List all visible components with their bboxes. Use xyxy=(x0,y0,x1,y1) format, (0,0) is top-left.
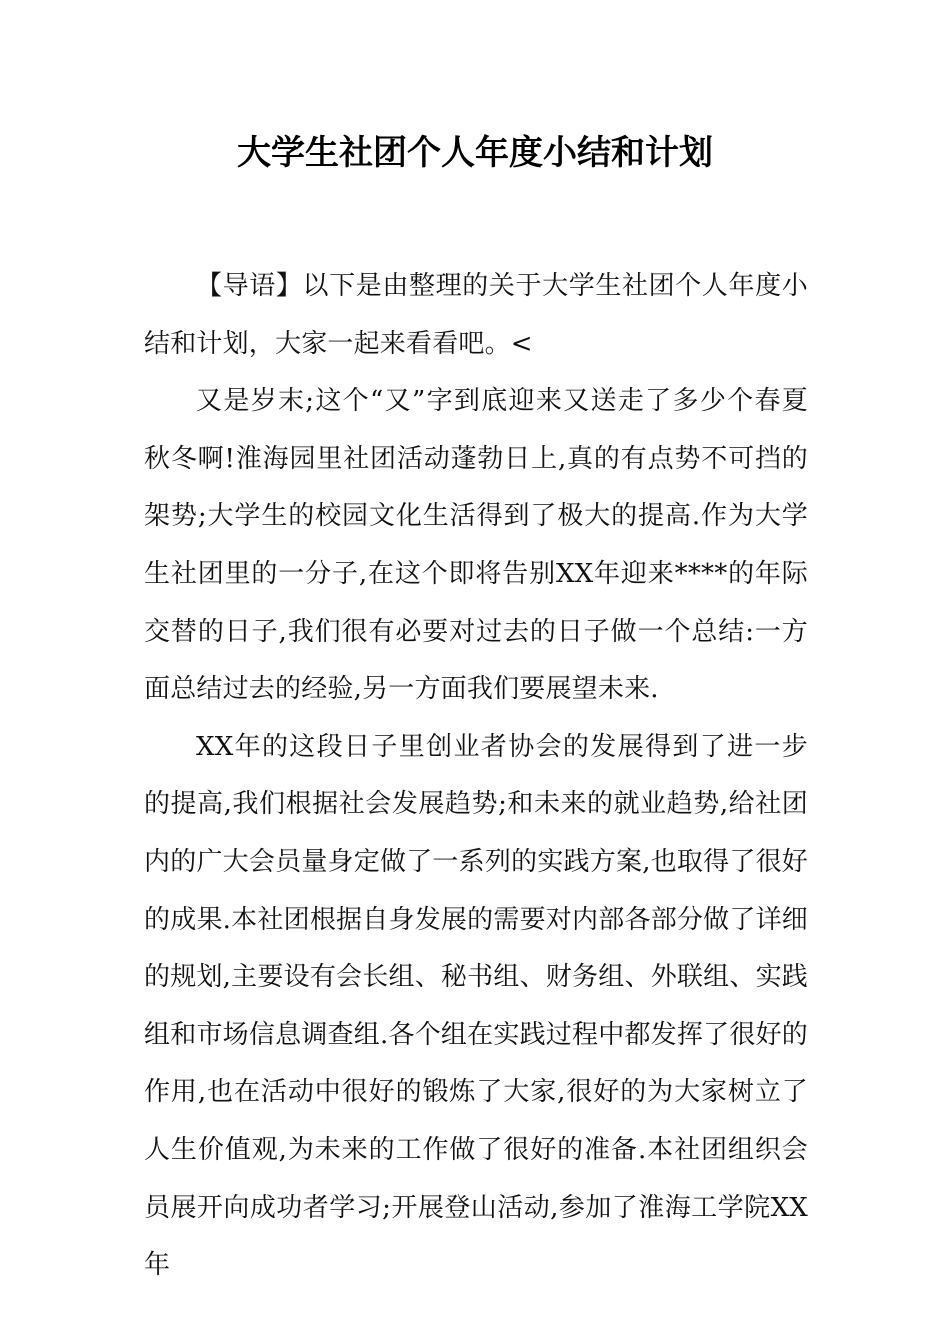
paragraph-development: XX年的这段日子里创业者协会的发展得到了进一步的提高,我们根据社会发展趋势;和未来的就业趋势,给社团内的广大会员量身定做了一系列的实践方案,也取得了很好的成果.本社团根据自身发展的需要对内部各部分做了详细的规划,主要设有会长组、秘书组、财务组、外联组、实践组和市场信息调查组.各个组在实践过程中都发挥了很好的作用,也在活动中很好的锻炼了大家,很好的为大家树立了人生价值观,为未来的工作做了很好的准备.本社团组织会员展开向成功者学习;开展登山活动,参加了淮海工学院XX年 xyxy=(144,731,808,1281)
paragraph-year-end: 又是岁末;这个“又”字到底迎来又送走了多少个春夏秋冬啊!淮海园里社团活动蓬勃日上,真的有点势不可挡的架势;大学生的校园文化生活得到了极大的提高.作为大学生社团里的一分子,在这个即将告别XX年迎来****的年际交替的日子,我们很有必要对过去的日子做一个总结:一方面总结过去的经验,另一方面我们要展望未来. xyxy=(144,386,808,705)
paragraph-intro: 【导语】以下是由整理的关于大学生社团个人年度小结和计划，大家一起来看看吧。< xyxy=(144,271,808,359)
document-title: 大学生社团个人年度小结和计划 xyxy=(237,133,713,173)
document-body xyxy=(144,258,808,1295)
